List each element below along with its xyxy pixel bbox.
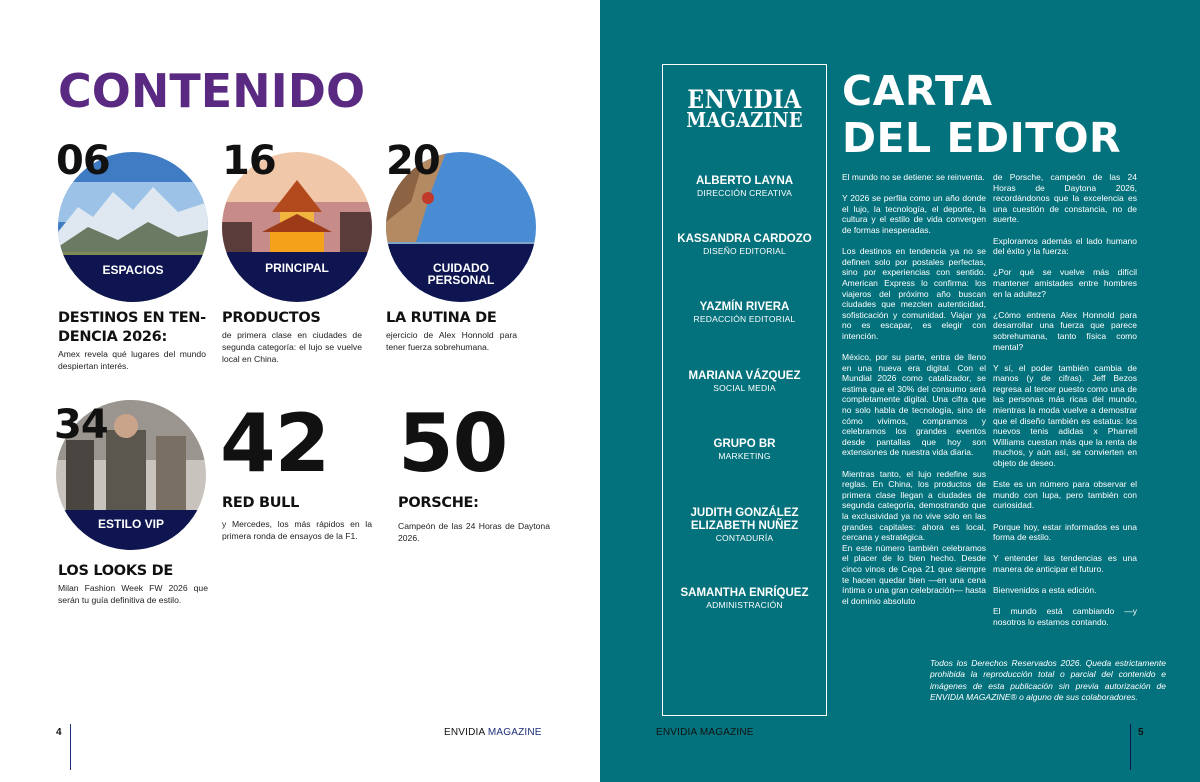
contents-title: CONTENIDO — [58, 64, 366, 118]
staff-entry: ALBERTO LAYNA DIRECCIÓN CREATIVA — [695, 175, 794, 198]
toc-description: y Mercedes, los más rápidos en la primera ronda de ensayos de la F1. — [222, 519, 372, 541]
envidia-magazine-logo: ENVIDIA MAGAZINE — [686, 85, 803, 133]
masthead-box — [662, 64, 827, 716]
toc-number: 20 — [386, 138, 440, 184]
editor-letter-title: CARTA DEL EDITOR — [842, 67, 1122, 162]
toc-description: Campeón de las 24 Horas de Daytona 2026. — [398, 521, 550, 543]
staff-entry: GRUPO BR MARKETING — [713, 438, 776, 461]
footer-brand: ENVIDIA MAGAZINE — [444, 727, 542, 738]
footer-divider — [70, 724, 71, 770]
toc-heading: PORSCHE: — [398, 495, 479, 511]
footer-brand: ENVIDIA MAGAZINE — [656, 727, 754, 738]
vip-style-label: ESTILO VIP — [97, 517, 164, 531]
toc-number: 34 — [54, 402, 108, 448]
toc-description: ejercicio de Alex Honnold para tener fuerza sobrehumana. — [386, 330, 517, 352]
toc-description: Amex revela qué lugares del mundo despiertan interés. — [58, 349, 206, 371]
staff-entry: SAMANTHA ENRÍQUEZ ADMINISTRACIÓN — [680, 587, 809, 610]
right-page — [600, 0, 1200, 782]
page-number: 5 — [1138, 727, 1144, 738]
main-label: PRINCIPAL — [265, 261, 329, 275]
toc-heading: LOS LOOKS DE — [58, 563, 173, 579]
toc-number: 16 — [222, 138, 276, 184]
staff-entry: JUDITH GONZÁLEZ ELIZABETH NUÑEZ CONTADURÍA — [690, 507, 799, 543]
toc-heading: PRODUCTOS — [222, 310, 321, 326]
spaces-label: ESPACIOS — [102, 263, 164, 277]
toc-description: de primera clase en ciudades de segunda categoría: el lujo se vuelve local en China. — [222, 330, 362, 364]
toc-heading: DESTINOS EN TEN- DENCIA 2026: — [58, 310, 206, 345]
toc-number: 50 — [398, 397, 508, 490]
footer-divider — [1130, 724, 1131, 770]
copyright-notice: Todos los Derechos Reservados 2026. Queda estrictamente prohibida la reproducción total o parcial del contenido e imágenes de esta publicación sin previa autorización de ENVIDIA MAGAZINE® o alguno de sus colaboradores. — [930, 658, 1166, 702]
toc-number: 42 — [220, 397, 330, 490]
page-number: 4 — [56, 727, 62, 738]
toc-heading: RED BULL — [222, 495, 300, 511]
staff-entry: MARIANA VÁZQUEZ SOCIAL MEDIA — [688, 370, 801, 393]
toc-number: 06 — [56, 138, 110, 184]
personal-care-label: CUIDADO PERSONAL — [427, 261, 495, 287]
staff-entry: KASSANDRA CARDOZO DISEÑO EDITORIAL — [677, 233, 812, 256]
letter-column-2: de Porsche, campeón de las 24 Horas de Daytona 2026, recordándonos que la excelencia es una cuestión de constancia, no de suerte. Exploramos además el lado humano del éxito y la fuerza: ¿Por qué se vuelve más difícil mantener amistades entre hombres en la adultez? ¿Cómo entrena Alex Honnold para desarrollar una fuerza que parece sobrehumana, tanto física como mental? Y sí, el poder también cambia de manos (y de cifras). Jeff Bezos regresa al tercer puesto como una de las personas más ricas del mundo, mientras la moda vuelve a demostrar que el diseño también es estatus: los nuevos tenis adidas x Pharrell Williams cuestan más que la renta de muchos, y aún así, se convierten en objeto de deseo. Este es un número para observar el mundo con lupa, pero también con curiosidad. Porque hoy, estar informados es una forma de estilo. Y entender las tendencias es una manera de anticipar el futuro. Bienvenidos a esta edición. El mundo está cambiando —y nosotros lo estamos contando. — [993, 172, 1137, 627]
letter-column-1: El mundo no se detiene: se reinventa. Y 2026 se perfila como un año donde el lujo, la tecnología, el deporte, la cultura y el estilo de vida convergen de formas inesperadas. Los destinos en tendencia ya no se definen solo por postales perfectas, sino por experiencias con sentido. American Express lo confirma: los viajeros del próximo año buscan ciudades que mezclen autenticidad, sofisticación y comunidad. Viajar ya no es escapar, es elegir con intención. México, por su parte, entra de lleno en una nueva era digital. Con el Mundial 2026 como catalizador, se estima que el 30% del consumo será completamente digital. Una cifra que no solo habla de tecnología, sino de cómo vivimos, compramos y celebramos los grandes eventos desde pantallas que hoy son extensiones de nuestra vida diaria. Mientras tanto, el lujo redefine sus reglas. En China, los productos de primera clase llegan a ciudades de segunda categoría, demostrando que la exclusividad ya no vive solo en las grandes capitales: ahora es local, cercana y estratégica. En este número también celebramos el placer de lo bien hecho. Desde cinco vinos de Cepa 21 que siempre te hacen quedar bien —en una cena íntima o una gran celebración— hasta el dominio absoluto — [842, 172, 986, 606]
toc-description: Milan Fashion Week FW 2026 que serán tu guía definitiva de estilo. — [58, 583, 208, 605]
toc-heading: LA RUTINA DE — [386, 310, 497, 326]
staff-entry: YAZMÍN RIVERA REDACCIÓN EDITORIAL — [693, 301, 796, 324]
